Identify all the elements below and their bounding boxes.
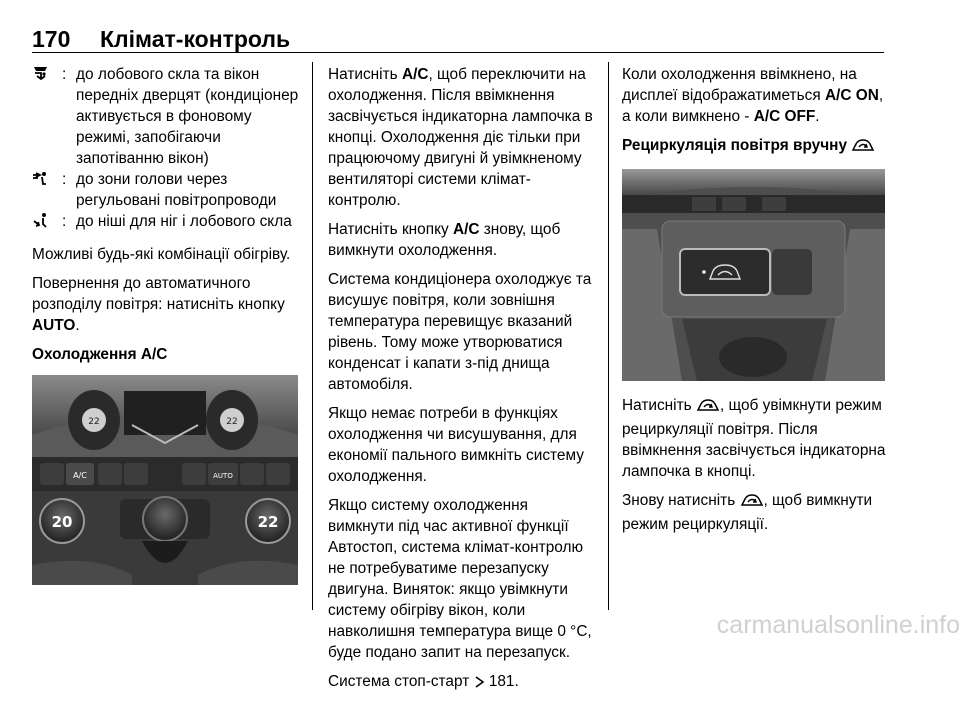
ac-off-label: A/C OFF <box>753 108 816 125</box>
airflow-entry-head <box>32 169 300 211</box>
page-title: Клімат-контроль <box>100 26 291 52</box>
paragraph-return-auto: Повернення до автоматичного розподілу повітря: натисніть кнопку AUTO. <box>32 275 285 334</box>
entry-separator: : <box>62 171 67 188</box>
paragraph-economy: Якщо немає потреби в функціях охолодження чи висушування, для економії пального вимкніть систему охолодження. <box>328 405 584 485</box>
column-divider <box>312 62 313 610</box>
paragraph-condensate: Система кондиціонера охолоджує та висушує повітря, коли зовнішня температура перевищує вказаний рівень. Тому може утворюватися конденсат і капати з-під днища автомобіля. <box>328 271 592 393</box>
ac-key: A/C <box>401 66 429 83</box>
entry-separator: : <box>62 213 67 230</box>
paragraph-combinations: Можливі будь-які комбінації обігріву. <box>32 246 291 263</box>
column-2 <box>328 64 598 703</box>
page-header <box>32 26 290 53</box>
header-rule <box>32 52 884 53</box>
paragraph-autostop: Якщо систему охолодження вимкнути під час активної функції Автостоп, система клімат-контролю не потребуватиме перезапуску двигуна. Виняток: якщо увімкнути систему обігріву вікон, коли навколишня температура вище 0 °C, буде подано запит на перезапуск. <box>328 497 592 661</box>
column-3 <box>622 64 887 543</box>
vent-right-temp: 22 <box>226 417 238 427</box>
paragraph-ac-on: Натисніть A/C, щоб переключити на охолодження. Після ввімкнення засвічується індикаторна лампочка в кнопці. Охолодження діє тільки при працюючому двигуні й увімкненому вентиляторі системи клімат-контролю. <box>328 66 593 209</box>
temp-left-readout: 20 <box>51 513 73 531</box>
cooling-control-panel-photo <box>32 375 298 585</box>
airflow-entry-windscreen <box>32 64 300 169</box>
paragraph-recirc-on: Натисніть , щоб увімкнути режим рециркуляції повітря. Після ввімкнення засвічується індикаторна лампочка в кнопці. <box>622 397 886 480</box>
ac-on-label: A/C ON <box>824 87 879 104</box>
auto-button-label: AUTO <box>213 472 233 480</box>
recirculation-icon <box>740 492 764 514</box>
ac-button-label: A/C <box>73 471 87 480</box>
recirculation-button-photo <box>622 169 885 381</box>
temp-right-readout: 22 <box>257 513 279 531</box>
watermark: carmanualsonline.info <box>716 611 960 639</box>
heading-cooling: Охолодження A/C <box>32 346 168 363</box>
recirculation-icon <box>851 137 875 159</box>
vent-left-temp: 22 <box>88 417 100 427</box>
entry-separator: : <box>62 66 67 83</box>
column-divider <box>608 62 609 610</box>
entry-text: до лобового скла та вікон передніх дверцят (кондиціонер активується в фоновому режимі, запобігаючи запотіванню вікон) <box>76 66 299 167</box>
paragraph-stop-start-ref: Система стоп-старт 181. <box>328 671 598 695</box>
entry-text: до ніші для ніг і лобового скла <box>76 213 292 230</box>
page-reference-link[interactable]: 181 <box>488 673 515 690</box>
windscreen-and-side-windows-icon <box>32 64 62 169</box>
page-reference-icon <box>474 674 485 695</box>
paragraph-display-status: Коли охолодження ввімкнено, на дисплеї відображатиметься A/C ON, а коли вимкнено - A/C OFF. <box>622 66 884 125</box>
recirculation-icon <box>696 397 720 419</box>
entry-text: до зони голови через регульовані повітропроводи <box>76 171 277 209</box>
paragraph-recirc-off: Знову натисніть , щоб вимкнути режим рециркуляції. <box>622 492 873 533</box>
paragraph-ac-off: Натисніть кнопку A/C знову, щоб вимкнути охолодження. <box>328 221 561 259</box>
page-number: 170 <box>32 26 71 52</box>
auto-key: AUTO <box>32 317 76 334</box>
column-1 <box>32 64 300 599</box>
footwell-and-windscreen-icon <box>32 211 62 232</box>
airflow-entry-footwell <box>32 211 300 232</box>
head-vents-icon <box>32 169 62 211</box>
heading-recirculation: Рециркуляція повітря вручну <box>622 135 887 159</box>
ac-key: A/C <box>452 221 480 238</box>
